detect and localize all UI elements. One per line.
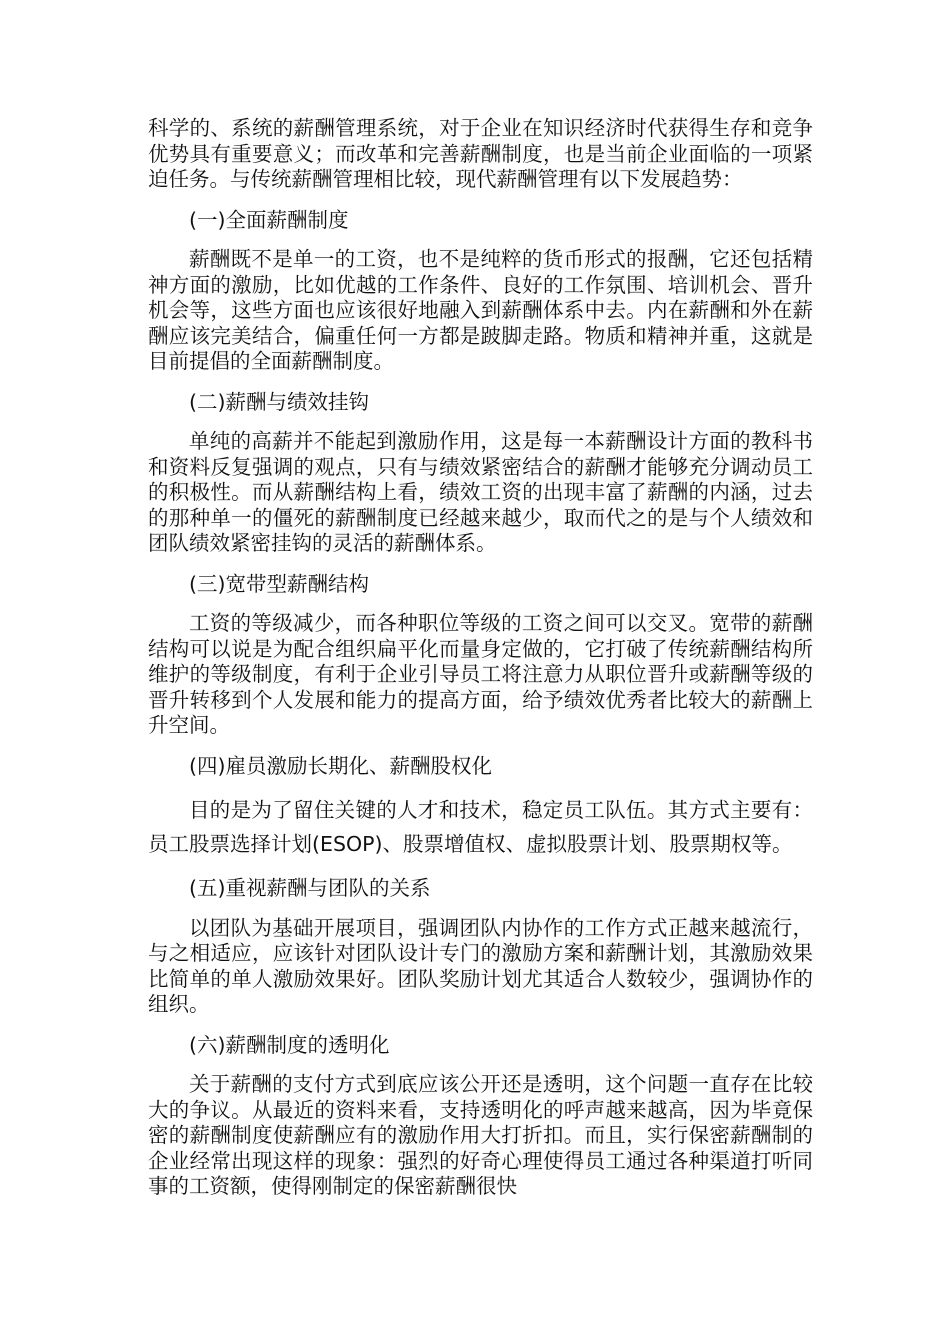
section-paragraph-6: 关于薪酬的支付方式到底应该公开还是透明，这个问题一直存在比较大的争议。从最近的资料来看，支持透明化的呼声越来越高，因为毕竟保密的薪酬制度使薪酬应有的激励作用大打折扣。而且，实行保密薪酬制的企业经常出现这样的现象：强烈的好奇心理使得员工通过各种渠道打听同事的工资额，使得刚制定的保密薪酬很快 xyxy=(148,1072,813,1198)
section-paragraph-1: 薪酬既不是单一的工资，也不是纯粹的货币形式的报酬，它还包括精神方面的激励，比如优越的工作条件、良好的工作氛围、培训机会、晋升机会等，这些方面也应该很好地融入到薪酬体系中去。内在薪酬和外在薪酬应该完美结合，偏重任何一方都是跛脚走路。物质和精神并重，这就是目前提倡的全面薪酬制度。 xyxy=(148,247,813,373)
intro-paragraph: 科学的、系统的薪酬管理系统，对于企业在知识经济时代获得生存和竞争优势具有重要意义；而改革和完善薪酬制度，也是当前企业面临的一项紧迫任务。与传统薪酬管理相比较，现代薪酬管理有以下发展趋势： xyxy=(148,116,813,191)
section-paragraph-3: 工资的等级减少，而各种职位等级的工资之间可以交叉。宽带的薪酬结构可以说是为配合组织扁平化而量身定做的，它打破了传统薪酬结构所维护的等级制度，有利于企业引导员工将注意力从职位晋升或薪酬等级的晋升转移到个人发展和能力的提高方面，给予绩效优秀者比较大的薪酬上升空间。 xyxy=(148,611,813,737)
section-heading-1: (一)全面薪酬制度 xyxy=(189,207,349,232)
section-heading-4: (四)雇员激励长期化、薪酬股权化 xyxy=(189,753,492,778)
section-paragraph-5: 以团队为基础开展项目，强调团队内协作的工作方式正越来越流行，与之相适应，应该针对团队设计专门的激励方案和薪酬计划，其激励效果比简单的单人激励效果好。团队奖励计划尤其适合人数较少，强调协作的组织。 xyxy=(148,915,813,1016)
document-page xyxy=(148,116,813,1200)
section-paragraph-2: 单纯的高薪并不能起到激励作用，这是每一本薪酬设计方面的教科书和资料反复强调的观点，只有与绩效紧密结合的薪酬才能够充分调动员工的积极性。而从薪酬结构上看，绩效工资的出现丰富了薪酬的内涵，过去的那种单一的僵死的薪酬制度已经越来越少，取而代之的是与个人绩效和团队绩效紧密挂钩的灵活的薪酬体系。 xyxy=(148,429,813,555)
section-heading-2: (二)薪酬与绩效挂钩 xyxy=(189,389,369,414)
section-heading-3: (三)宽带型薪酬结构 xyxy=(189,571,369,596)
section-heading-5: (五)重视薪酬与团队的关系 xyxy=(189,876,431,900)
section-paragraph-4: 目的是为了留住关键的人才和技术，稳定员工队伍。其方式主要有：员工股票选择计划(ESOP)、股票增值权、虚拟股票计划、股票期权等。 xyxy=(148,798,813,856)
section-heading-6: (六)薪酬制度的透明化 xyxy=(189,1032,390,1057)
